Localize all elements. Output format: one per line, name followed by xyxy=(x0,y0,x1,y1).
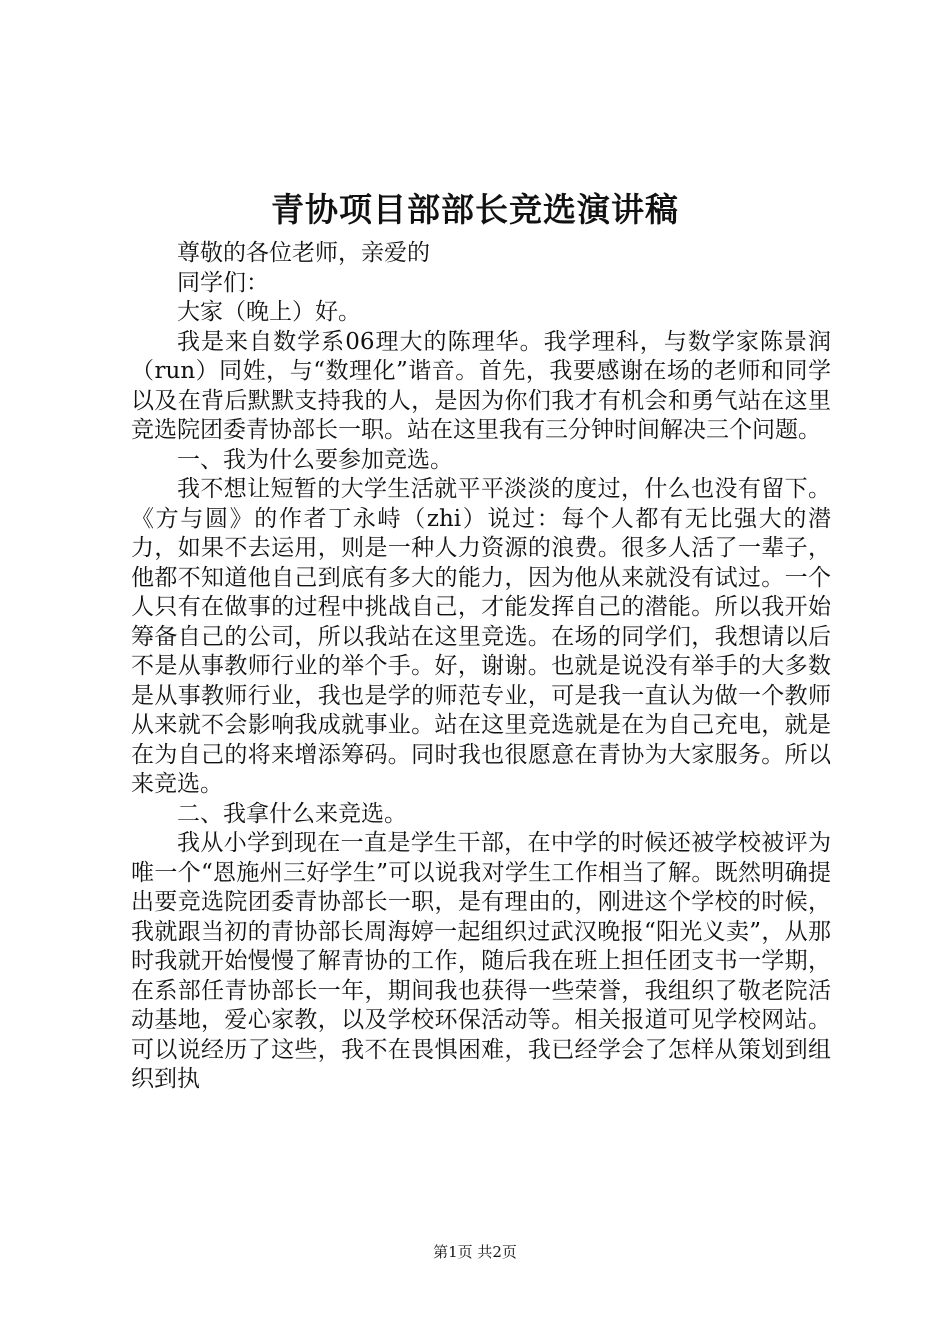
paragraph-salutation-1: 尊敬的各位老师，亲爱的 xyxy=(177,240,430,266)
document-body xyxy=(131,239,831,1095)
paragraph-salutation-2: 同学们： xyxy=(177,269,269,296)
paragraph-section-1: 我不想让短暂的大学生活就平平淡淡的度过，什么也没有留下。《方与圆》的作者丁永峙（zhi）说过：每个人都有无比强大的潜力，如果不去运用，则是一种人力资源的浪费。很多人活了一辈子，他都不知道他自己到底有多大的能力，因为他从来就没有试过。一个人只有在做事的过程中挑战自己，才能发挥自己的潜能。所以我开始筹备自己的公司，所以我站在这里竞选。在场的同学们，我想请以后不是从事教师行业的举个手。好，谢谢。也就是说没有举手的大多数是从事教师行业，我也是学的师范专业，可是我一直认为做一个教师从来就不会影响我成就事业。站在这里竞选就是在为自己充电，就是在为自己的将来增添筹码。同时我也很愿意在青协为大家服务。所以来竞选。 xyxy=(131,476,831,797)
page-number-footer: 第1页 共2页 xyxy=(433,1243,517,1261)
paragraph-introduction: 我是来自数学系06理大的陈理华。我学理科，与数学家陈景润（run）同姓，与“数理化”谐音。首先，我要感谢在场的老师和同学以及在背后默默支持我的人，是因为你们我才有机会和勇气站在这里竞选院团委青协部长一职。站在这里我有三分钟时间解决三个问题。 xyxy=(131,328,831,443)
document-title: 青协项目部部长竞选演讲稿 xyxy=(271,190,679,229)
paragraph-section-2: 我从小学到现在一直是学生干部，在中学的时候还被学校被评为唯一个“恩施州三好学生”可以说我对学生工作相当了解。既然明确提出要竞选院团委青协部长一职，是有理由的，刚进这个学校的时候，我就跟当初的青协部长周海婷一起组织过武汉晚报“阳光义卖”，从那时我就开始慢慢了解青协的工作，随后我在班上担任团支书一学期，在系部任青协部长一年，期间我也获得一些荣誉，我组织了敬老院活动基地，爱心家教，以及学校环保活动等。相关报道可见学校网站。可以说经历了这些，我不在畏惧困难，我已经学会了怎样从策划到组织到执 xyxy=(131,830,831,1092)
section-heading-1: 一、我为什么要参加竞选。 xyxy=(177,446,453,473)
paragraph-greeting: 大家（晚上）好。 xyxy=(177,299,361,325)
section-heading-2: 二、我拿什么来竞选。 xyxy=(177,800,407,827)
